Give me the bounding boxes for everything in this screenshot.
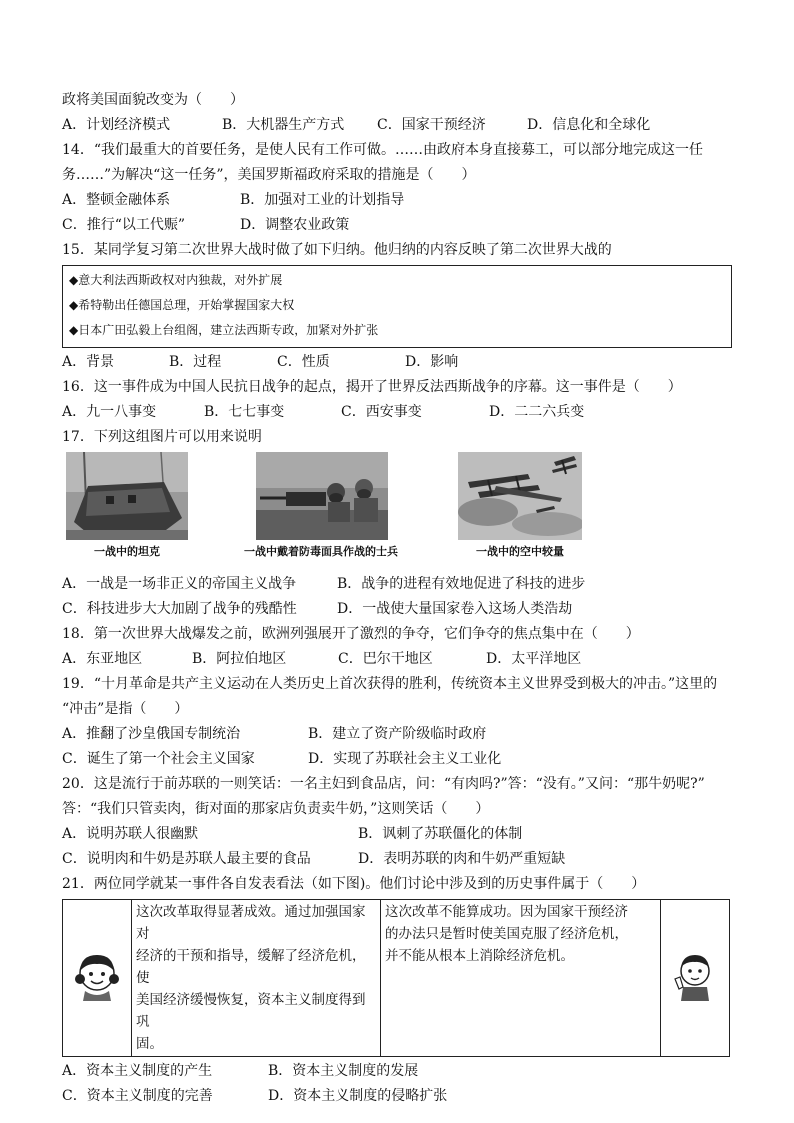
aircraft-photo-icon bbox=[458, 452, 582, 540]
q17-caption-tank: 一战中的坦克 bbox=[94, 545, 160, 558]
q21-left-opinion bbox=[132, 900, 381, 1057]
q20-options-row2 bbox=[62, 847, 732, 872]
exam-page bbox=[62, 88, 732, 1109]
q15-stem: 15．某同学复习第二次世界大战时做了如下归纳。他归纳的内容反映了第二次世界大战的 bbox=[62, 242, 612, 258]
q15-option-d[interactable]: D．影响 bbox=[405, 354, 459, 370]
q17-picture-aircraft bbox=[458, 452, 582, 559]
q17-picture-tank bbox=[66, 452, 188, 559]
q17-picture-gasmask bbox=[244, 452, 406, 559]
q21-right-line: 并不能从根本上消除经济危机。 bbox=[385, 948, 574, 964]
q16-option-d[interactable]: D．二二六兵变 bbox=[489, 404, 585, 420]
q19-option-b[interactable]: B．建立了资产阶级临时政府 bbox=[308, 726, 487, 742]
q19-options-row1 bbox=[62, 722, 732, 747]
q15-options bbox=[62, 350, 732, 375]
q20-option-c[interactable]: C．说明肉和牛奶是苏联人最主要的食品 bbox=[62, 851, 311, 867]
q14-option-b[interactable]: B．加强对工业的计划指导 bbox=[240, 192, 405, 208]
q20-stem-line2: 答：“我们只管卖肉，街对面的那家店负责卖牛奶，”这则笑话（ ） bbox=[62, 801, 490, 817]
q17-options-row2 bbox=[62, 597, 732, 622]
boy-student-icon bbox=[671, 949, 719, 1001]
q16-stem: 16．这一事件成为中国人民抗日战争的起点，揭开了世界反法西斯战争的序幕。这一事件是（ ） bbox=[62, 379, 682, 395]
q21-option-d[interactable]: D．资本主义制度的侵略扩张 bbox=[268, 1088, 448, 1104]
q21-option-c[interactable]: C．资本主义制度的完善 bbox=[62, 1088, 213, 1104]
q20-option-a[interactable]: A．说明苏联人很幽默 bbox=[62, 826, 199, 842]
q15-option-a[interactable]: A．背景 bbox=[62, 354, 115, 370]
q13-options bbox=[62, 113, 732, 138]
q15-box-item: ◆日本广田弘毅上台组阁，建立法西斯专政，加紧对外扩张 bbox=[69, 323, 379, 337]
q19-option-d[interactable]: D．实现了苏联社会主义工业化 bbox=[308, 751, 502, 767]
q16-options bbox=[62, 400, 732, 425]
q17-option-d[interactable]: D．一战使大量国家卷入这场人类浩劫 bbox=[337, 601, 573, 617]
q16-option-b[interactable]: B．七七事变 bbox=[204, 404, 285, 420]
q15-box-item: ◆希特勒出任德国总理，开始掌握国家大权 bbox=[69, 298, 295, 312]
q20-options-row1 bbox=[62, 822, 732, 847]
q21-right-line: 的办法只是暂时使美国克服了经济危机， bbox=[385, 926, 628, 942]
q15-box-item: ◆意大利法西斯政权对内独裁，对外扩展 bbox=[69, 273, 283, 287]
girl-student-icon bbox=[71, 949, 123, 1001]
q13-option-a[interactable]: A．计划经济模式 bbox=[62, 117, 171, 133]
q14-stem-line2: 务……”为解决“这一任务”，美国罗斯福政府采取的措施是（ ） bbox=[62, 167, 476, 183]
q17-caption-gasmask: 一战中戴着防毒面具作战的士兵 bbox=[244, 545, 398, 558]
q13-option-b[interactable]: B．大机器生产方式 bbox=[222, 117, 345, 133]
q21-student-boy bbox=[661, 900, 730, 1057]
q13-option-c[interactable]: C．国家干预经济 bbox=[377, 117, 486, 133]
q19-stem-line1: 19．“十月革命是共产主义运动在人类历史上首次获得的胜利，传统资本主义世界受到极大的冲击。”这里的 bbox=[62, 676, 718, 692]
q13-option-d[interactable]: D．信息化和全球化 bbox=[527, 117, 651, 133]
q13-stem: 政将美国面貌改变为（ ） bbox=[62, 92, 244, 108]
q14-option-a[interactable]: A．整顿金融体系 bbox=[62, 192, 171, 208]
q19-option-a[interactable]: A．推翻了沙皇俄国专制统治 bbox=[62, 726, 241, 742]
q18-option-c[interactable]: C．巴尔干地区 bbox=[338, 651, 433, 667]
q18-options bbox=[62, 647, 732, 672]
q20-option-d[interactable]: D．表明苏联的肉和牛奶严重短缺 bbox=[358, 851, 566, 867]
q18-stem: 18．第一次世界大战爆发之前，欧洲列强展开了激烈的争夺，它们争夺的焦点集中在（ ） bbox=[62, 626, 640, 642]
q21-options-row2 bbox=[62, 1084, 732, 1109]
q21-left-line: 美国经济缓慢恢复，资本主义制度得到巩 bbox=[136, 992, 366, 1030]
q20-option-b[interactable]: B．讽刺了苏联僵化的体制 bbox=[358, 826, 523, 842]
q21-student-girl bbox=[63, 900, 132, 1057]
q14-options-row1 bbox=[62, 188, 732, 213]
q15-summary-box bbox=[62, 265, 732, 348]
q18-option-d[interactable]: D．太平洋地区 bbox=[486, 651, 582, 667]
q21-left-line: 这次改革取得显著成效。通过加强国家对 bbox=[136, 904, 366, 942]
q17-option-c[interactable]: C．科技进步大大加剧了战争的残酷性 bbox=[62, 601, 297, 617]
q18-option-b[interactable]: B．阿拉伯地区 bbox=[192, 651, 287, 667]
q17-caption-aircraft: 一战中的空中较量 bbox=[476, 545, 564, 558]
q21-left-line: 固。 bbox=[136, 1036, 163, 1052]
q14-option-d[interactable]: D．调整农业政策 bbox=[240, 217, 350, 233]
q21-option-b[interactable]: B．资本主义制度的发展 bbox=[268, 1063, 419, 1079]
q19-option-c[interactable]: C．诞生了第一个社会主义国家 bbox=[62, 751, 255, 767]
q14-option-c[interactable]: C．推行“以工代赈” bbox=[62, 217, 186, 233]
q21-stem: 21．两位同学就某一事件各自发表看法（如下图)。他们讨论中涉及到的历史事件属于（ ） bbox=[62, 876, 646, 892]
q14-options-row2 bbox=[62, 213, 732, 238]
q21-right-line: 这次改革不能算成功。因为国家干预经济 bbox=[385, 904, 628, 920]
q21-left-line: 经济的干预和指导，缓解了经济危机，使 bbox=[136, 948, 366, 986]
tank-photo-icon bbox=[66, 452, 188, 540]
q17-stem: 17．下列这组图片可以用来说明 bbox=[62, 429, 262, 445]
q15-option-c[interactable]: C．性质 bbox=[277, 354, 330, 370]
q15-option-b[interactable]: B．过程 bbox=[169, 354, 222, 370]
q17-options-row1 bbox=[62, 572, 732, 597]
q21-options-row1 bbox=[62, 1059, 732, 1084]
q21-discussion-table bbox=[62, 899, 730, 1057]
q19-stem-line2: “冲击”是指（ ） bbox=[62, 701, 189, 717]
q20-stem-line1: 20．这是流行于前苏联的一则笑话：一名主妇到食品店，问：“有肉吗?”答：“没有。”又问：“那牛奶呢?” bbox=[62, 776, 705, 792]
q17-picture-group bbox=[62, 452, 732, 572]
q21-option-a[interactable]: A．资本主义制度的产生 bbox=[62, 1063, 213, 1079]
gasmask-soldiers-photo-icon bbox=[256, 452, 388, 540]
q16-option-a[interactable]: A．九一八事变 bbox=[62, 404, 157, 420]
q17-option-a[interactable]: A．一战是一场非正义的帝国主义战争 bbox=[62, 576, 297, 592]
q14-stem-line1: 14．“我们最重大的首要任务，是使人民有工作可做。……由政府本身直接募工，可以部分地完成这一任 bbox=[62, 142, 703, 158]
q19-options-row2 bbox=[62, 747, 732, 772]
q18-option-a[interactable]: A．东亚地区 bbox=[62, 651, 143, 667]
q17-option-b[interactable]: B．战争的进程有效地促进了科技的进步 bbox=[337, 576, 586, 592]
q21-right-opinion bbox=[381, 900, 661, 1057]
q16-option-c[interactable]: C．西安事变 bbox=[341, 404, 422, 420]
